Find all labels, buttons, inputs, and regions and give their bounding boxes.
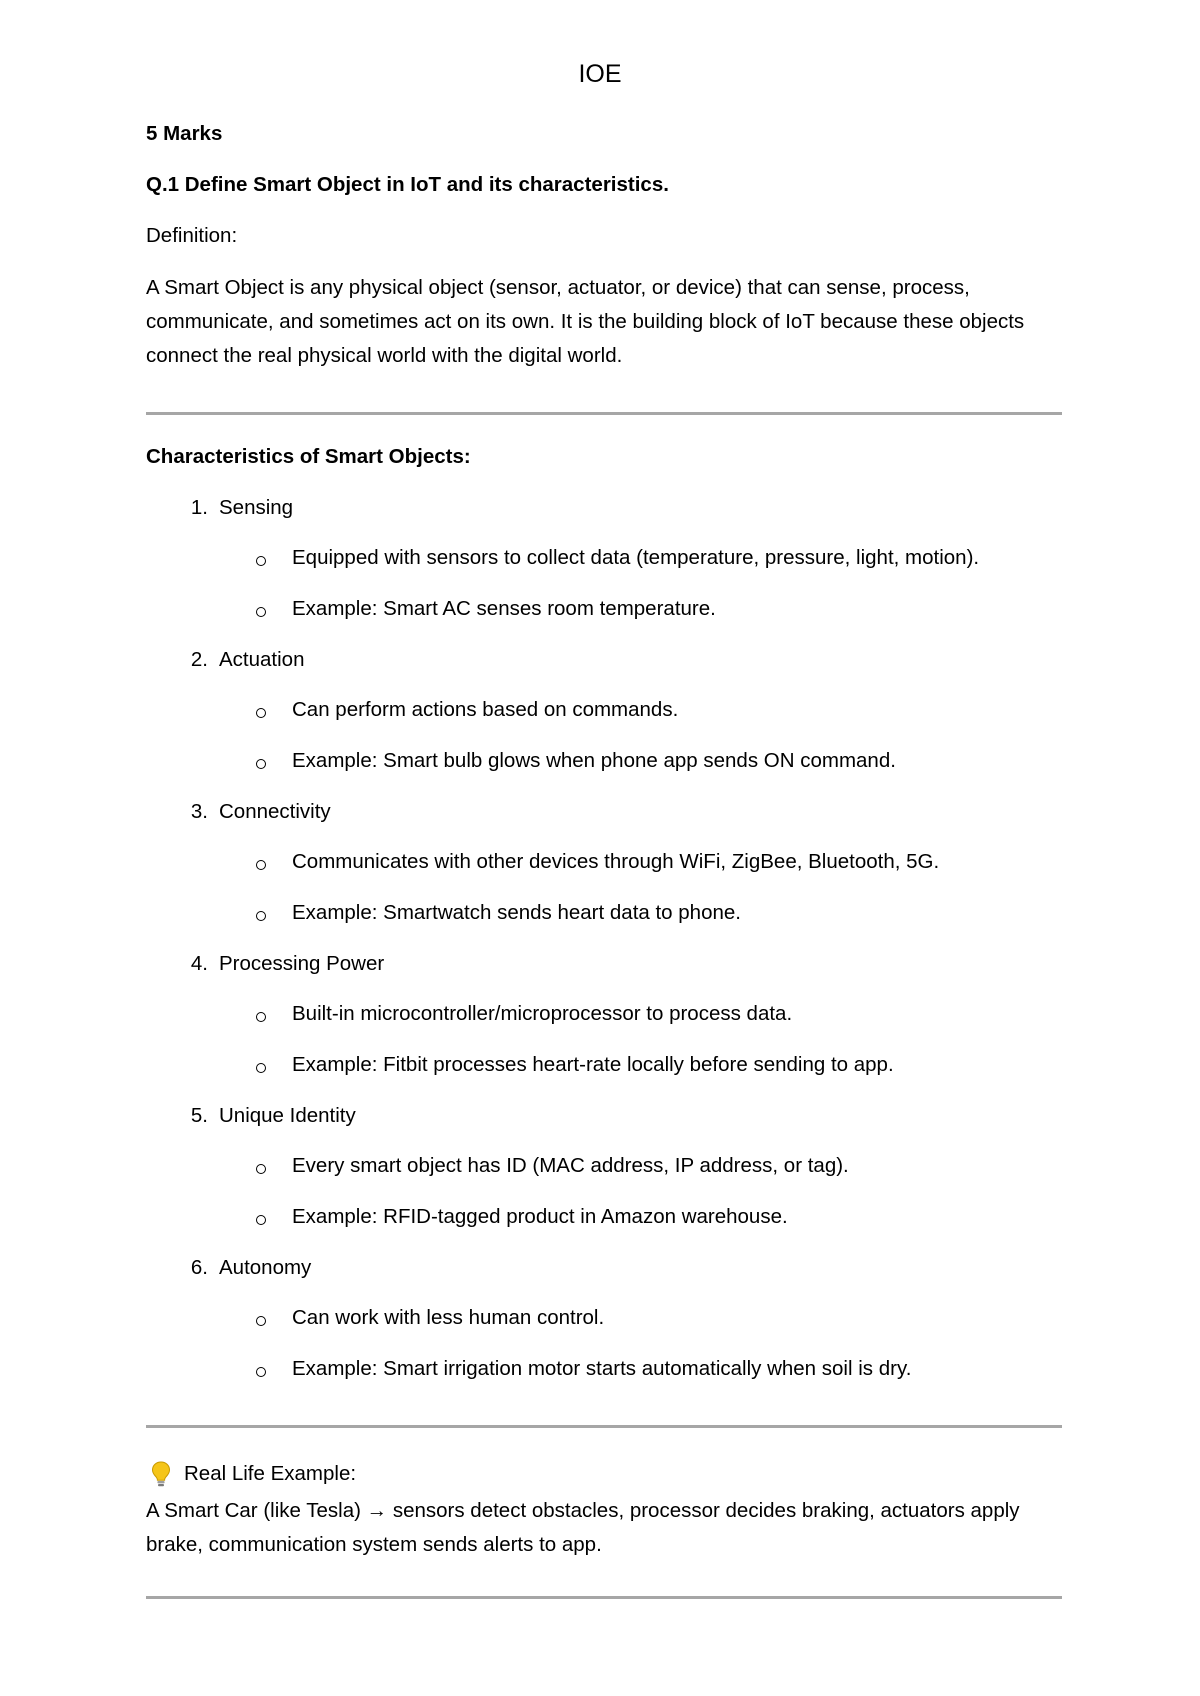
hollow-circle-bullet-icon (256, 1063, 266, 1073)
list-item-number: 2. (190, 648, 208, 671)
hollow-circle-bullet-icon (256, 759, 266, 769)
horizontal-rule (146, 1425, 1062, 1428)
list-item: Example: Fitbit processes heart-rate locally before sending to app. (292, 1053, 894, 1076)
list-item: Example: Smart irrigation motor starts automatically when soil is dry. (292, 1357, 912, 1380)
lightbulb-icon (150, 1460, 172, 1488)
list-item: Equipped with sensors to collect data (temperature, pressure, light, motion). (292, 546, 980, 569)
hollow-circle-bullet-icon (256, 860, 266, 870)
list-item-number: 4. (190, 952, 208, 975)
characteristic-sensing: Sensing (219, 496, 294, 519)
list-item: Example: Smart bulb glows when phone app sends ON command. (292, 749, 896, 772)
hollow-circle-bullet-icon (256, 708, 266, 718)
list-item: Can perform actions based on commands. (292, 698, 679, 721)
horizontal-rule (146, 1596, 1062, 1599)
hollow-circle-bullet-icon (256, 607, 266, 617)
characteristic-processing-power: Processing Power (219, 952, 385, 975)
list-item: Example: Smartwatch sends heart data to phone. (292, 901, 741, 924)
list-item: Built-in microcontroller/microprocessor to process data. (292, 1002, 793, 1025)
list-item: Every smart object has ID (MAC address, IP address, or tag). (292, 1154, 849, 1177)
characteristic-actuation: Actuation (219, 648, 305, 671)
hollow-circle-bullet-icon (256, 1215, 266, 1225)
characteristics-heading: Characteristics of Smart Objects: (146, 445, 471, 468)
list-item: Example: RFID-tagged product in Amazon warehouse. (292, 1205, 788, 1228)
characteristic-autonomy: Autonomy (219, 1256, 312, 1279)
hollow-circle-bullet-icon (256, 556, 266, 566)
characteristic-unique-identity: Unique Identity (219, 1104, 356, 1127)
hollow-circle-bullet-icon (256, 911, 266, 921)
real-life-example-label: Real Life Example: (184, 1462, 357, 1485)
list-item: Can work with less human control. (292, 1306, 605, 1329)
real-life-example-text: A Smart Car (like Tesla) → sensors detect obstacles, processor decides braking, actuators apply brake, communication system sends alerts to app. (146, 1499, 1020, 1556)
definition-paragraph: A Smart Object is any physical object (sensor, actuator, or device) that can sense, process, communicate, and sometimes act on its own. It is the building block of IoT because these objects connect the real physical world with the digital world. (146, 276, 1025, 367)
hollow-circle-bullet-icon (256, 1316, 266, 1326)
list-item-number: 6. (190, 1256, 208, 1279)
hollow-circle-bullet-icon (256, 1164, 266, 1174)
document-title: IOE (578, 60, 622, 88)
horizontal-rule (146, 412, 1062, 415)
list-item: Communicates with other devices through WiFi, ZigBee, Bluetooth, 5G. (292, 850, 940, 873)
characteristic-connectivity: Connectivity (219, 800, 331, 823)
hollow-circle-bullet-icon (256, 1367, 266, 1377)
list-item: Example: Smart AC senses room temperature. (292, 597, 716, 620)
hollow-circle-bullet-icon (256, 1012, 266, 1022)
definition-label: Definition: (146, 224, 238, 247)
list-item-number: 1. (190, 496, 208, 519)
list-item-number: 5. (190, 1104, 208, 1127)
marks-heading: 5 Marks (146, 122, 223, 145)
list-item-number: 3. (190, 800, 208, 823)
question-heading: Q.1 Define Smart Object in IoT and its characteristics. (146, 173, 669, 196)
